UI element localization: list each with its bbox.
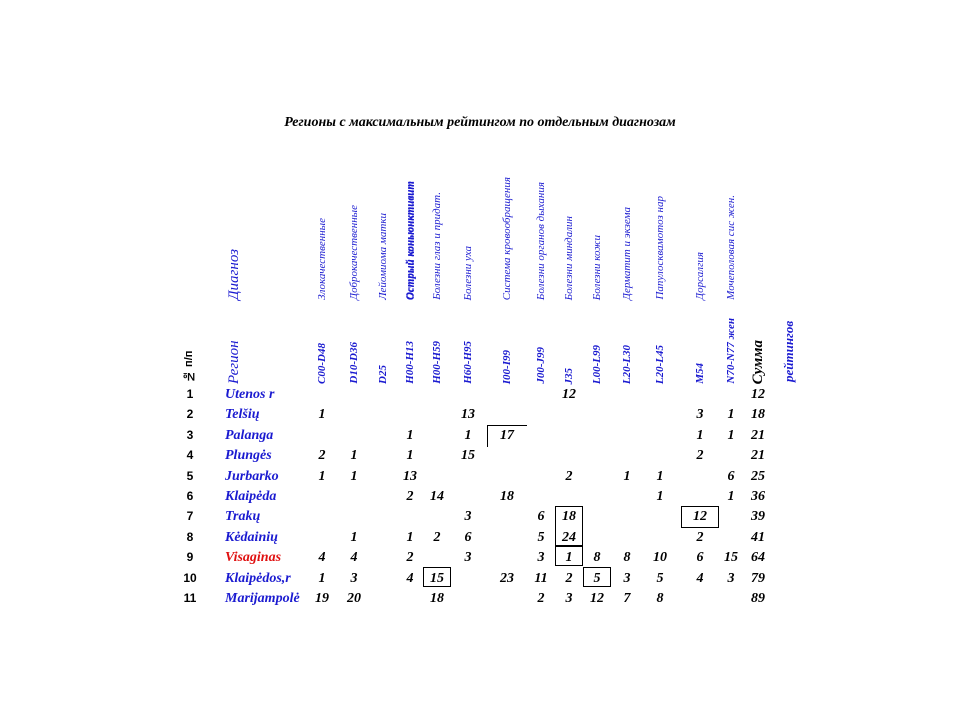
region-name: Marijampolė [225,591,300,606]
icd-code-header: D25 [377,365,389,384]
table-cell: 4 [696,570,704,586]
table-cell: 12 [562,387,576,402]
diagnosis-header: Лейомиома матки [377,213,389,300]
region-name: Visaginas [225,550,282,566]
table-cell: 3 [537,550,545,566]
row-sum: 36 [751,489,765,504]
icd-code-header: M54 [694,363,706,384]
diagnosis-row-header: Диагноз [226,249,242,300]
region-name: Trakų [225,509,261,525]
icd-code-header: H00-H13 [404,341,416,384]
sum-column-header: Сумма [750,339,766,384]
table-cell: 20 [347,591,361,606]
region-name: Utenos r [225,387,275,402]
table-cell: 19 [315,591,329,606]
icd-code-header: H00-H59 [431,341,443,384]
icd-code-header: L00-L99 [591,344,603,384]
table-cell: 1 [656,468,664,484]
icd-code-header: H60-H95 [462,341,474,384]
row-number: 6 [186,489,194,503]
diagnosis-header: Дорсалгия [694,252,706,300]
table-cell: 3 [565,591,573,606]
table-cell: 18 [562,509,576,525]
table-cell: 15 [724,550,738,566]
table-cell: 10 [653,550,667,566]
row-number: 7 [186,509,194,524]
row-number: 9 [186,550,194,565]
table-cell: 3 [623,570,631,586]
table-cell: 11 [534,570,548,586]
table-cell: 6 [464,529,472,545]
row-sum: 89 [751,591,765,606]
table-cell: 2 [537,591,545,606]
table-cell: 1 [406,529,414,545]
table-cell: 8 [593,550,601,566]
table-cell: 23 [500,570,514,586]
table-cell: 4 [406,570,414,586]
no-column-header: № п/п [183,350,195,382]
icd-code-header: L20-L30 [621,344,633,384]
icd-code-header: L20-L45 [654,344,666,384]
cell-highlight-box [681,506,719,528]
diagnosis-header: Злокачественные [316,218,328,300]
page-title: Регионы с максимальным рейтингом по отдельным диагнозам [284,115,676,130]
row-sum: 12 [751,387,765,402]
row-sum: 25 [751,468,765,484]
table-cell: 4 [318,550,326,566]
region-name: Klaipėdos,r [225,570,291,586]
row-number: 11 [183,591,197,605]
table-cell: 15 [461,448,475,464]
table-cell: 18 [430,591,444,606]
region-name: Telšių [225,407,260,423]
table-cell: 1 [350,448,358,464]
ratings-column-header: рейтингов [781,320,796,382]
table-cell: 6 [696,550,704,566]
table-cell: 1 [318,570,326,586]
row-number: 2 [186,407,194,422]
diagnosis-header: Дерматит и экзема [621,206,633,300]
region-name: Kėdainių [225,529,278,545]
diagnosis-header: Болезни кожи [591,234,603,300]
cell-highlight-box [555,546,583,566]
diagnosis-header: Острый коньюнктивит [404,180,416,300]
region-name: Jurbarko [225,468,279,484]
table-cell: 14 [430,489,444,504]
table-cell: 1 [727,489,735,504]
table-cell: 2 [696,529,704,545]
table-cell: 1 [350,529,358,545]
table-cell: 3 [696,407,704,423]
table-cell: 1 [727,427,735,443]
diagnosis-header: Болезни миндалин [563,215,575,300]
diagnosis-header: Болезни органов дыхания [535,181,547,300]
table-cell: 5 [593,570,601,586]
table-cell: 8 [623,550,631,566]
table-cell: 1 [656,489,664,504]
row-sum: 21 [751,448,765,464]
icd-code-header: N70-N77 жен [725,318,737,384]
cell-highlight-box [487,425,527,447]
table-cell: 12 [693,509,707,525]
table-cell: 3 [464,550,472,566]
diagnosis-header: Болезни глаз и придат. [431,192,443,300]
table-cell: 2 [696,448,704,464]
icd-code-header: J35 [563,367,575,384]
row-number: 10 [183,570,197,585]
row-sum: 41 [751,529,765,545]
table-cell: 1 [318,407,326,423]
table-cell: 13 [403,468,417,484]
table-cell: 2 [406,489,414,504]
icd-code-header: I00-I99 [501,349,513,384]
region-name: Klaipėda [225,489,277,504]
table-cell: 8 [656,591,664,606]
row-sum: 21 [751,427,765,443]
table-cell: 6 [727,468,735,484]
cell-highlight-box [583,567,611,587]
table-cell: 7 [623,591,631,606]
table-cell: 1 [406,448,414,464]
table-cell: 5 [656,570,664,586]
diagnosis-header: Папулосквамотоз нар [654,196,666,300]
table-cell: 15 [430,570,444,586]
table-cell: 1 [406,427,414,443]
table-cell: 1 [464,427,472,443]
table-cell: 2 [433,529,441,545]
table-cell: 3 [350,570,358,586]
cell-highlight-box [423,567,451,587]
region-name: Plungės [225,448,272,464]
table-cell: 1 [350,468,358,484]
row-sum: 64 [751,550,765,566]
row-sum: 18 [751,407,765,423]
table-cell: 3 [727,570,735,586]
icd-code-header: D10-D36 [348,342,360,384]
row-number: 4 [186,448,194,463]
row-sum: 39 [751,509,765,525]
table-cell: 6 [537,509,545,525]
table-cell: 1 [565,550,573,566]
row-number: 3 [186,427,194,442]
row-sum: 79 [751,570,765,586]
table-cell: 1 [696,427,704,443]
table-cell: 2 [318,448,326,464]
row-number: 8 [186,529,194,544]
table-cell: 4 [350,550,358,566]
table-cell: 5 [537,529,545,545]
table-cell: 2 [406,550,414,566]
cell-highlight-box [555,506,583,546]
table-cell: 12 [590,591,604,606]
table-cell: 1 [727,407,735,423]
row-number: 1 [186,387,194,401]
diagnosis-header: Мочеполовая сис жен. [725,195,737,300]
table-cell: 1 [318,468,326,484]
table-cell: 2 [565,570,573,586]
table-cell: 3 [464,509,472,525]
region-column-header: Регион [226,340,242,384]
table-cell: 18 [500,489,514,504]
diagnosis-header: Система кровообращения [501,176,513,300]
row-number: 5 [186,468,194,483]
table-cell: 13 [461,407,475,423]
table-cell: 1 [623,468,631,484]
diagnosis-header: Болезни уха [462,245,474,300]
table-cell: 24 [562,529,576,545]
icd-code-header: C00-D48 [316,343,328,384]
table-cell: 2 [565,468,573,484]
icd-code-header: J00-J99 [535,347,547,384]
diagnosis-header: Доброкачественные [348,205,360,300]
region-name: Palanga [225,427,274,443]
table-cell: 17 [500,427,514,443]
